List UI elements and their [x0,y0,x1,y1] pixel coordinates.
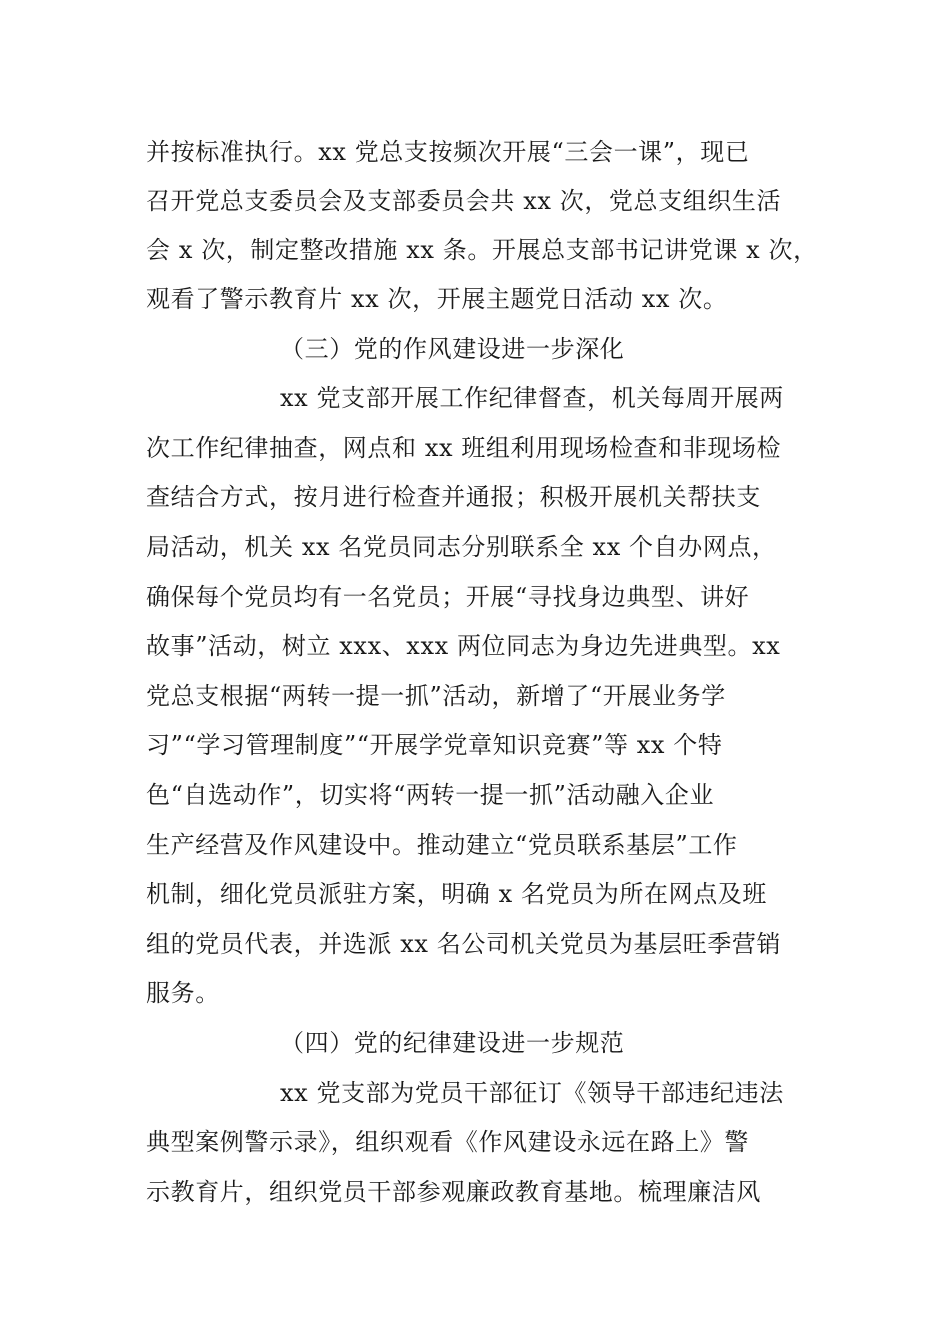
body-text-line: xx 党支部开展工作纪律督查，机关每周开展两 [280,384,784,412]
body-text-line: 党总支根据“两转一提一抓”活动，新增了“开展业务学 [146,682,726,710]
body-text-line: 服务。 [146,979,220,1007]
section-heading: （四）党的纪律建设进一步规范 [280,1029,625,1057]
body-text-line: 色“自选动作”，切实将“两转一提一抓”活动融入企业 [146,781,715,809]
body-text-line: 故事”活动，树立 xxx、xxx 两位同志为身边先进典型。xx [146,632,781,660]
body-text-line: 并按标准执行。xx 党总支按频次开展“三会一课”，现已 [146,138,750,166]
body-text-line: 确保每个党员均有一名党员；开展“寻找身边典型、讲好 [146,583,750,611]
body-text-line: 查结合方式，按月进行检查并通报；积极开展机关帮扶支 [146,483,761,511]
body-text-line: 观看了警示教育片 xx 次，开展主题党日活动 xx 次。 [146,285,728,313]
body-text-line: 示教育片，组织党员干部参观廉政教育基地。梳理廉洁风 [146,1178,761,1206]
body-text-line: 习”“学习管理制度”“开展学党章知识竞赛”等 xx 个特 [146,731,723,759]
body-text-line: 次工作纪律抽查，网点和 xx 班组利用现场检查和非现场检 [146,434,782,462]
body-text-line: 召开党总支委员会及支部委员会共 xx 次，党总支组织生活 [146,187,782,215]
body-text-line: 生产经营及作风建设中。推动建立“党员联系基层”工作 [146,831,738,859]
body-text-line: 会 x 次，制定整改措施 xx 条。开展总支部书记讲党课 x 次， [146,236,818,264]
body-text-line: 典型案例警示录》，组织观看《作风建设永远在路上》警 [146,1128,749,1156]
body-text-line: 组的党员代表，并选派 xx 名公司机关党员为基层旺季营销 [146,930,782,958]
body-text-line: 机制，细化党员派驻方案，明确 x 名党员为所在网点及班 [146,880,767,908]
body-text-line: 局活动，机关 xx 名党员同志分别联系全 xx 个自办网点， [146,533,777,561]
body-text-line: xx 党支部为党员干部征订《领导干部违纪违法 [280,1079,784,1107]
section-heading: （三）党的作风建设进一步深化 [280,335,625,363]
